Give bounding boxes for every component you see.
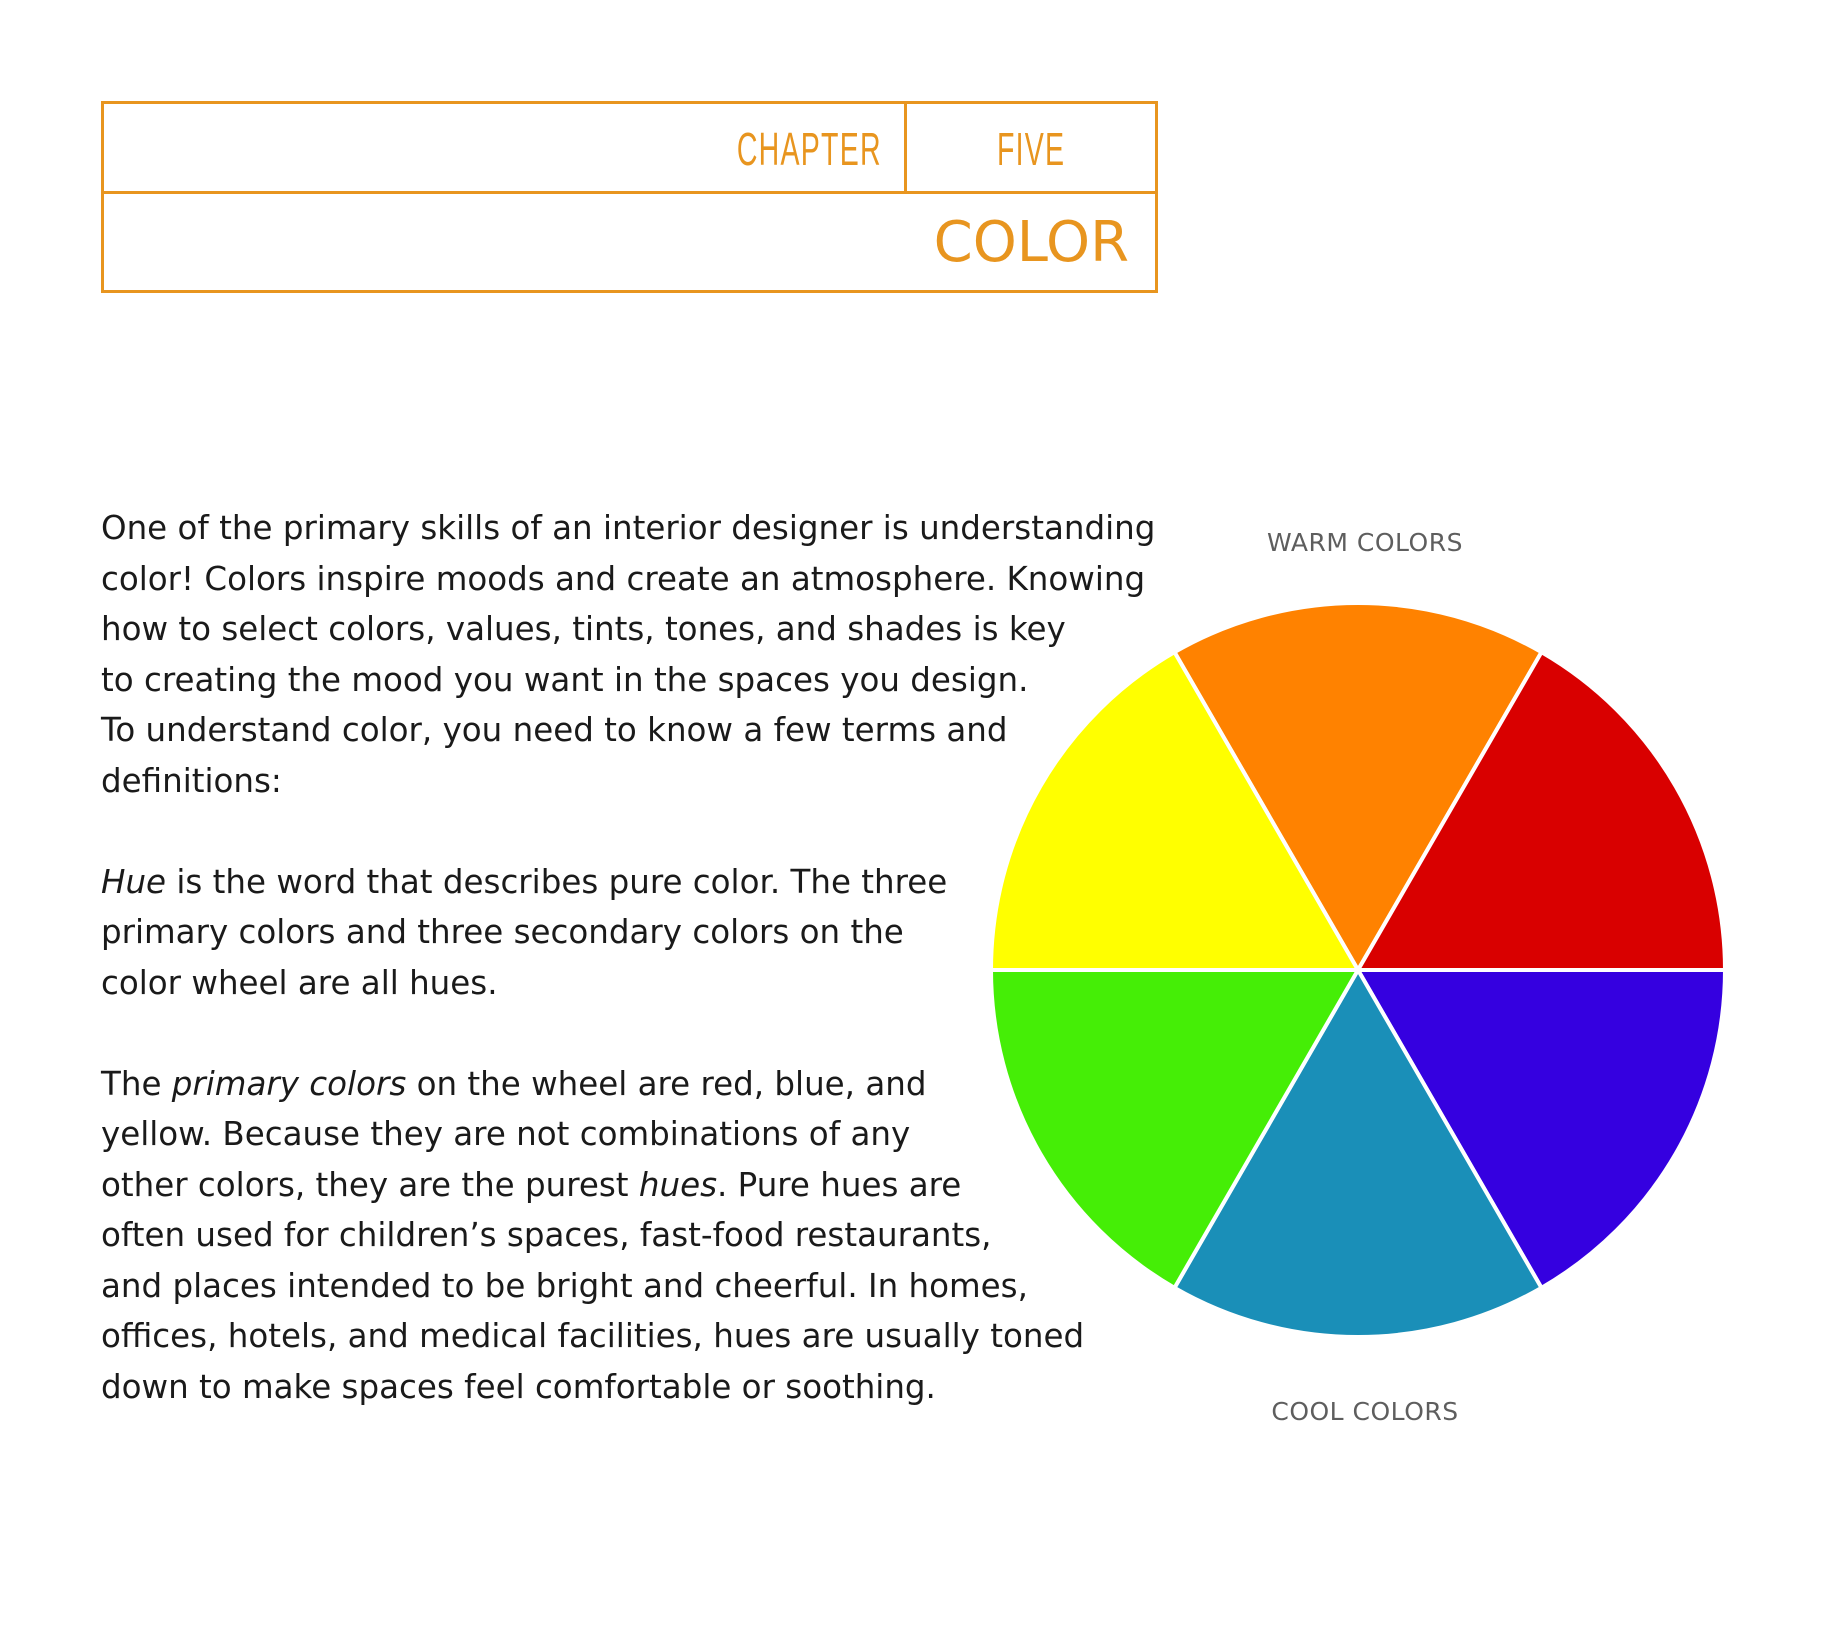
- intro-line: color! Colors inspire moods and create an atmosphere. Knowing: [101, 559, 1146, 598]
- chapter-title: COLOR: [933, 210, 1129, 275]
- primary-line: and places intended to be bright and cheerful. In homes,: [101, 1266, 1028, 1305]
- intro-line: To understand color, you need to know a few terms and: [101, 711, 1008, 749]
- primary-text: other colors, they are the purest: [101, 1165, 639, 1204]
- color-wheel: [988, 600, 1728, 1340]
- primary-term: primary colors: [171, 1064, 407, 1103]
- intro-line: One of the primary skills of an interior designer is understanding: [101, 509, 1156, 547]
- hue-line: color wheel are all hues.: [101, 963, 498, 1002]
- chapter-row: [104, 104, 1155, 194]
- chapter-header: [101, 101, 1158, 293]
- color-wheel-segments: [991, 603, 1725, 1337]
- primary-line: offices, hotels, and medical facilities, hues are usually toned: [101, 1317, 1085, 1355]
- cool-colors-label: COOL COLORS: [1271, 1397, 1459, 1426]
- hue-text: is the word that describes pure color. The three: [166, 862, 948, 901]
- intro-line: how to select colors, values, tints, tones, and shades is key: [101, 610, 1066, 648]
- chapter-number: [907, 104, 1155, 191]
- intro-line: to creating the mood you want in the spaces you design.: [101, 660, 1029, 699]
- hues-term: hues: [638, 1165, 717, 1204]
- primary-line: often used for children’s spaces, fast-food restaurants,: [101, 1216, 992, 1254]
- chapter-number-text: FIVE: [996, 123, 1066, 175]
- intro-line: definitions:: [101, 761, 282, 800]
- primary-text: . Pure hues are: [717, 1165, 962, 1204]
- chapter-label: [104, 104, 907, 191]
- primary-line: yellow. Because they are not combinations of any: [101, 1115, 911, 1153]
- warm-colors-label: WARM COLORS: [1267, 528, 1463, 557]
- hue-term: Hue: [101, 862, 167, 901]
- primary-text: The: [101, 1064, 172, 1103]
- hue-line: primary colors and three secondary colors on the: [101, 913, 904, 951]
- primary-line: down to make spaces feel comfortable or soothing.: [101, 1367, 936, 1406]
- chapter-label-text: CHAPTER: [737, 123, 882, 175]
- primary-text: on the wheel are red, blue, and: [406, 1064, 927, 1103]
